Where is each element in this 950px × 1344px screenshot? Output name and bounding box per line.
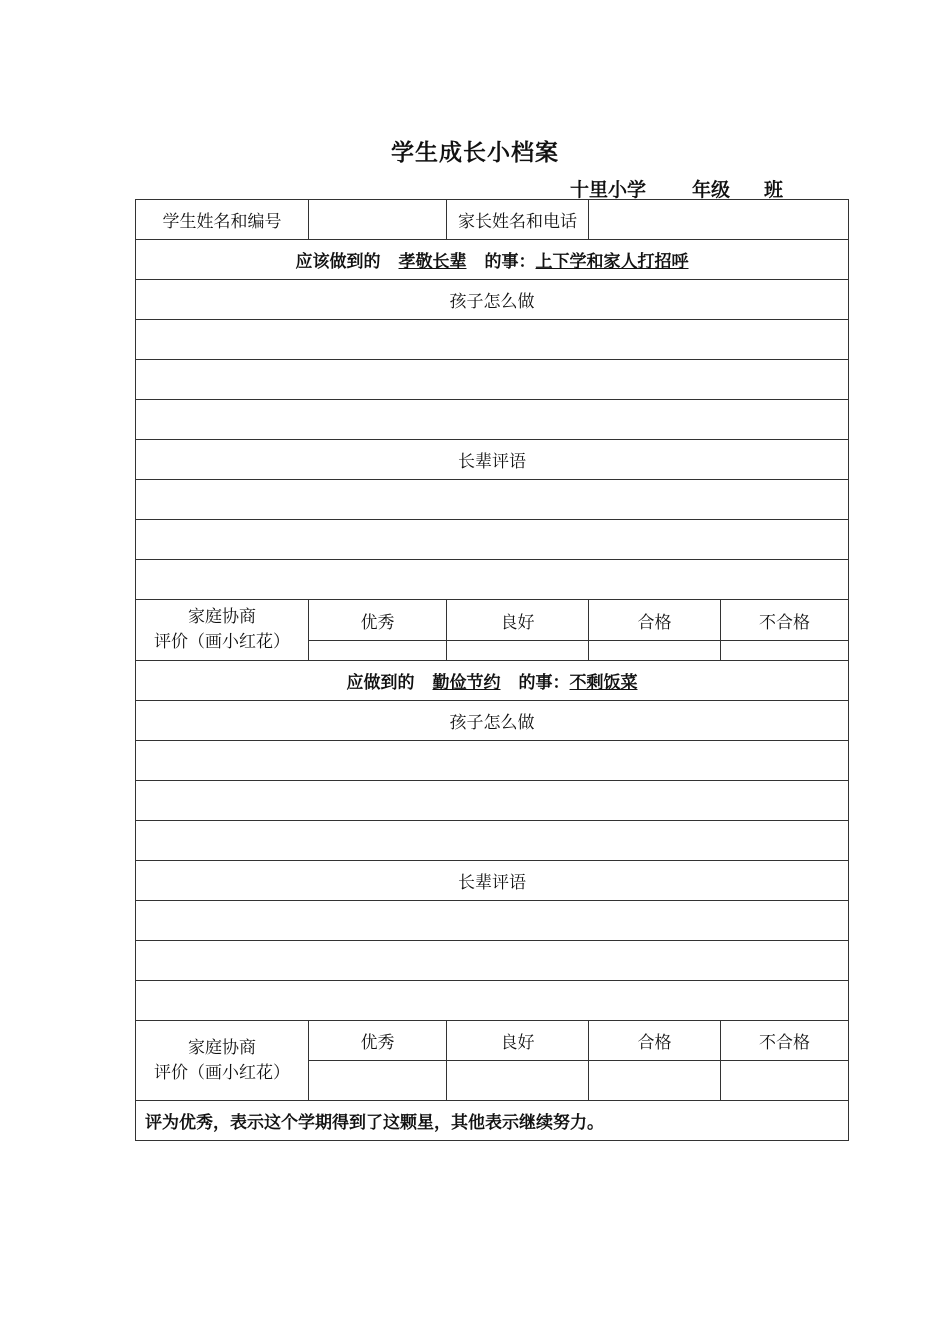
parent-name-field[interactable] <box>589 200 849 240</box>
section2-child-line-2[interactable] <box>136 781 849 821</box>
section2-child-line-3[interactable] <box>136 821 849 861</box>
section1-topic: 孝敬长辈 <box>398 252 467 272</box>
eval-mark-pass[interactable] <box>589 641 721 661</box>
section2-eval-label <box>136 1021 309 1101</box>
section2-mid: 的事： <box>518 673 570 693</box>
section1-elder-line-3[interactable] <box>136 560 849 600</box>
section2-elder-heading: 长辈评语 <box>136 861 849 901</box>
eval-option-fail: 不合格 <box>721 1021 849 1061</box>
parent-name-label: 家长姓名和电话 <box>447 200 589 240</box>
eval-label-line2: 评价（画小红花） <box>154 1062 290 1083</box>
eval-label-line1: 家庭协商 <box>188 1037 256 1058</box>
eval-option-excellent: 优秀 <box>309 1021 447 1061</box>
section2-task: 不剩饭菜 <box>569 673 638 693</box>
section1-heading-row <box>136 240 849 280</box>
section1-eval-label <box>136 600 309 661</box>
section2-heading-row <box>136 661 849 701</box>
section2-heading <box>136 661 849 701</box>
section2-prefix: 应做到的 <box>346 673 415 693</box>
section1-elder-heading: 长辈评语 <box>136 440 849 480</box>
section1-child-line-2[interactable] <box>136 360 849 400</box>
section2-eval-row <box>136 1021 849 1061</box>
section1-task: 上下学和家人打招呼 <box>535 252 689 272</box>
eval-option-fail: 不合格 <box>721 600 849 641</box>
eval-option-pass: 合格 <box>589 1021 721 1061</box>
school-name: 十里小学 <box>570 179 647 201</box>
section1-prefix: 应该做到的 <box>295 252 381 272</box>
section1-mid: 的事： <box>484 252 536 272</box>
section1-eval-row <box>136 600 849 641</box>
school-line <box>570 175 783 202</box>
page-title: 学生成长小档案 <box>391 140 559 166</box>
section2-topic: 勤俭节约 <box>432 673 501 693</box>
section1-child-line-1[interactable] <box>136 320 849 360</box>
class-label: 班 <box>764 179 784 201</box>
grade-label: 年级 <box>692 179 731 201</box>
eval-mark-fail[interactable] <box>721 641 849 661</box>
section1-child-line-3[interactable] <box>136 400 849 440</box>
eval-label-line2: 评价（画小红花） <box>154 632 290 652</box>
section1-elder-line-2[interactable] <box>136 520 849 560</box>
student-name-label: 学生姓名和编号 <box>136 200 309 240</box>
eval-option-good: 良好 <box>447 600 589 641</box>
eval-option-excellent: 优秀 <box>309 600 447 641</box>
eval-mark-fail[interactable] <box>721 1061 849 1101</box>
section1-child-heading: 孩子怎么做 <box>136 280 849 320</box>
section2-elder-line-2[interactable] <box>136 941 849 981</box>
eval-mark-good[interactable] <box>447 641 589 661</box>
eval-mark-pass[interactable] <box>589 1061 721 1101</box>
footer-note: 评为优秀，表示这个学期得到了这颗星，其他表示继续努力。 <box>136 1101 849 1141</box>
section2-child-line-1[interactable] <box>136 741 849 781</box>
eval-mark-good[interactable] <box>447 1061 589 1101</box>
section1-heading <box>136 240 849 280</box>
section2-elder-line-1[interactable] <box>136 901 849 941</box>
section1-elder-line-1[interactable] <box>136 480 849 520</box>
section2-child-heading: 孩子怎么做 <box>136 701 849 741</box>
student-name-field[interactable] <box>309 200 447 240</box>
eval-label-line1: 家庭协商 <box>188 607 256 627</box>
section2-elder-line-3[interactable] <box>136 981 849 1021</box>
info-row <box>136 200 849 240</box>
eval-mark-excellent[interactable] <box>309 1061 447 1101</box>
eval-option-pass: 合格 <box>589 600 721 641</box>
eval-mark-excellent[interactable] <box>309 641 447 661</box>
eval-option-good: 良好 <box>447 1021 589 1061</box>
growth-record-form <box>135 199 849 1141</box>
